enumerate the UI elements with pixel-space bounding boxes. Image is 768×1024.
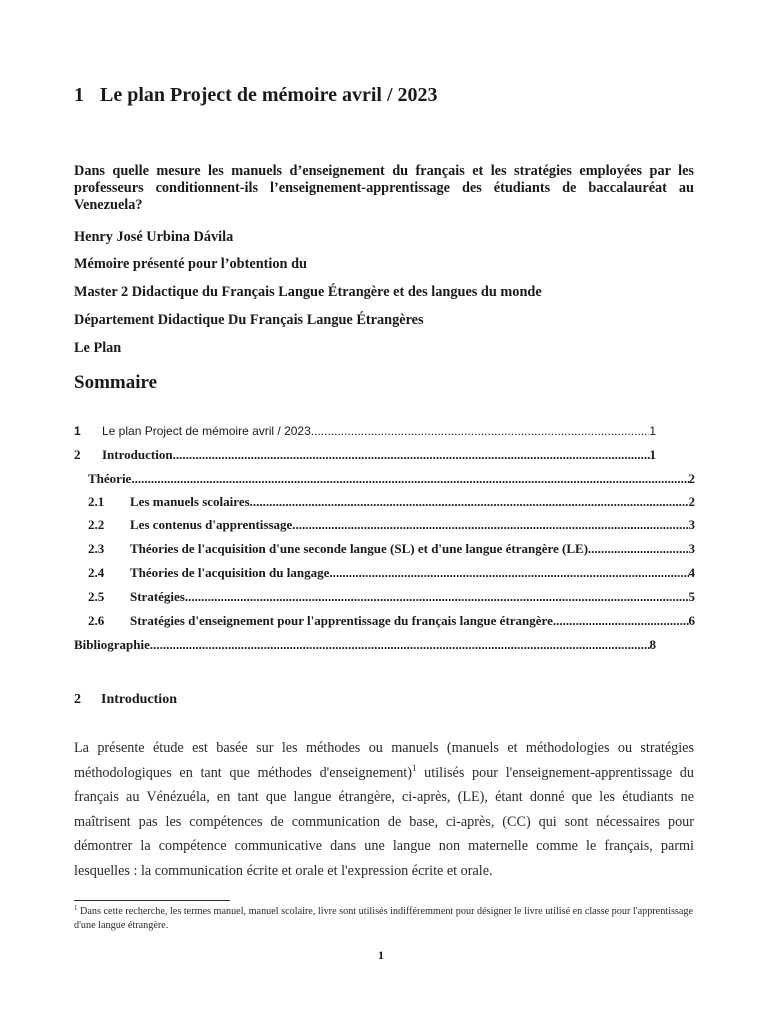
sommaire-title: Sommaire: [74, 372, 158, 393]
toc-entry-2-3[interactable]: [88, 541, 695, 557]
toc-page: 2: [688, 494, 695, 509]
toc-entry-2-2[interactable]: [88, 517, 695, 533]
footnote-reference[interactable]: 1: [411, 762, 417, 773]
author-name: Henry José Urbina Dávila: [74, 229, 234, 245]
toc-entry-2-6[interactable]: [88, 613, 695, 629]
introduction-paragraph: [74, 736, 694, 884]
page-number: 1: [378, 948, 384, 962]
heading-1: [74, 84, 438, 107]
footnote-text: Dans cette recherche, les termes manuel, manuel scolaire, livre sont utilisés indifféremment pour désigner le livre utilisé en classe pour l'apprentissage d'une langue étrangère.: [74, 906, 694, 931]
toc-page: 1: [649, 447, 656, 462]
toc-page: 3: [688, 541, 695, 556]
toc-leader: [292, 517, 688, 533]
toc-entry-1[interactable]: [74, 424, 656, 438]
toc-leader: [329, 565, 688, 581]
toc-number: 2.4: [88, 565, 105, 580]
department-line: Département Didactique Du Français Langue Étrangères: [74, 312, 424, 328]
toc-number: 2.6: [88, 613, 105, 628]
toc-entry-2-4[interactable]: [88, 565, 695, 581]
toc-page: 3: [688, 517, 695, 532]
toc-title: Les contenus d'apprentissage: [130, 517, 293, 532]
toc-leader: [311, 424, 650, 438]
heading-number: 2: [74, 692, 81, 707]
master-line: Master 2 Didactique du Français Langue Étrangère et des langues du monde: [74, 284, 542, 300]
toc-leader: [250, 494, 689, 510]
toc-title: Théories de l'acquisition du langage: [130, 565, 330, 580]
presented-line: Mémoire présenté pour l’obtention du: [74, 256, 307, 272]
heading-number: 1: [74, 84, 84, 106]
toc-number: 2: [74, 447, 81, 462]
toc-entry-2-5[interactable]: [88, 589, 695, 605]
toc-number: 1: [74, 424, 81, 438]
footnote-mark: 1: [74, 904, 78, 912]
toc-page: 5: [688, 589, 695, 604]
toc-title: Introduction: [102, 447, 173, 462]
toc-number: 2.1: [88, 494, 105, 509]
footnote: [74, 905, 694, 933]
toc-entry-2[interactable]: [74, 447, 656, 463]
toc-number: 2.5: [88, 589, 105, 604]
toc-title: Stratégies d'enseignement pour l'apprentissage du français langue étrangère: [130, 613, 553, 628]
heading-title: Introduction: [101, 692, 177, 707]
toc-number: 2.2: [88, 517, 105, 532]
toc-entry-2-1[interactable]: [88, 494, 695, 510]
introduction-heading: [74, 692, 177, 708]
toc-title: Théories de l'acquisition d'une seconde langue (SL) et d'une langue étrangère (LE): [130, 541, 589, 556]
toc-leader: [131, 471, 688, 487]
toc-page: 6: [688, 613, 695, 628]
toc-title: Le plan Project de mémoire avril / 2023: [102, 424, 311, 438]
toc-number: 2.3: [88, 541, 105, 556]
heading-title: Le plan Project de mémoire avril / 2023: [100, 84, 438, 106]
footnote-separator: [74, 900, 230, 901]
paragraph-text-start: La présente étude est basée sur les méthodes ou manuels (manuels et méthodologies ou stratégies méthodologiques en tant que méthodes d'enseignement): [74, 740, 694, 781]
plan-line: Le Plan: [74, 340, 122, 356]
toc-title: Les manuels scolaires: [130, 494, 250, 509]
toc-page: 1: [649, 424, 656, 438]
toc-leader: [150, 637, 650, 653]
research-question: Dans quelle mesure les manuels d’enseignement du français et les stratégies employées par les professeurs conditionnent-ils l’enseignement-apprentissage des étudiants de baccalauréat au Venezuela?: [74, 163, 694, 213]
toc-entry-bibliographie[interactable]: [74, 637, 656, 653]
paragraph-text-end: utilisés pour l'enseignement-apprentissage du français au Vénézuéla, en tant que langue étrangère, ci-après, (LE), étant donné que les étudiants ne maîtrisent pas les compétences de communication de base, ci-après, (CC) qui sont nécessaires pour démontrer la compétence communicative dans une langue non maternelle comme le français, parmi lesquelles : la communication écrite et orale et l'expression écrite et orale.: [74, 764, 694, 879]
toc-leader: [588, 541, 688, 557]
toc-page: 8: [649, 637, 656, 652]
toc-title: Bibliographie: [74, 637, 150, 652]
toc-page: 4: [688, 565, 695, 580]
toc-leader: [173, 447, 650, 463]
toc-title: Théorie: [88, 471, 132, 486]
toc-entry-theorie[interactable]: [88, 471, 695, 487]
toc-page: 2: [688, 471, 695, 486]
toc-title: Stratégies: [130, 589, 185, 604]
toc-leader: [553, 613, 689, 629]
toc-leader: [185, 589, 689, 605]
